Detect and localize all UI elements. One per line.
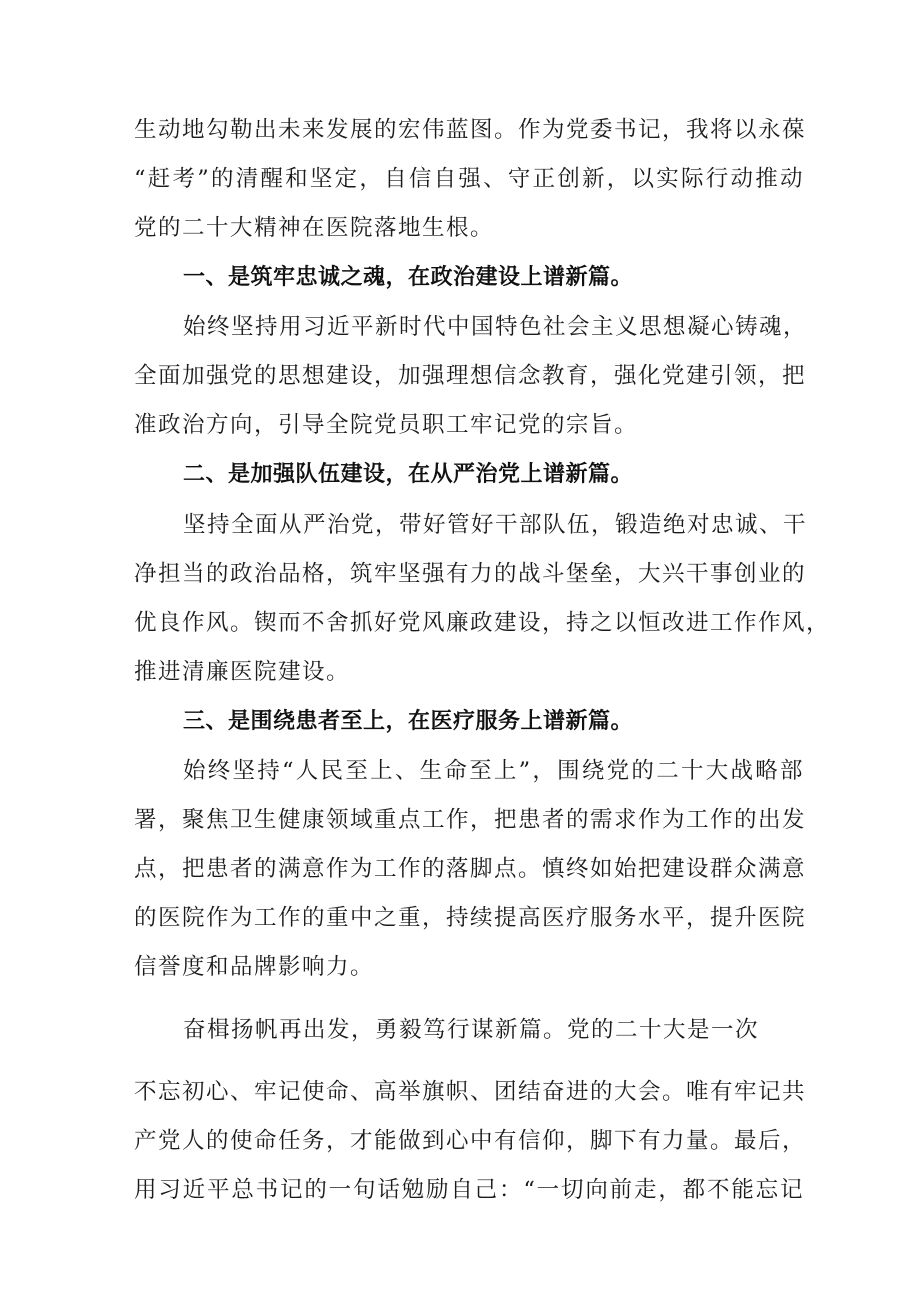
closing-line: 不忘初心、牢记使命、高举旗帜、团结奋进的大会。唯有牢记共 [134, 1079, 807, 1105]
intro-line: 党的二十大精神在医院落地生根。 [134, 215, 495, 241]
section-heading-2: 二、是加强队伍建设，在从严治党上谱新篇。 [183, 462, 634, 487]
section-heading-1: 一、是筑牢忠诚之魂，在政治建设上谱新篇。 [183, 265, 634, 290]
section-2-line: 净担当的政治品格，筑牢坚强有力的战斗堡垒，大兴干事创业的 [134, 561, 807, 587]
section-3-line: 始终坚持“人民至上、生命至上”，围绕党的二十大战略部 [183, 758, 804, 784]
section-3-line: 的医院作为工作的重中之重，持续提高医疗服务水平，提升医院 [134, 905, 807, 931]
closing-line: 用习近平总书记的一句话勉励自己：“一切向前走，都不能忘记 [134, 1177, 804, 1203]
intro-line: “赶考”的清醒和坚定，自信自强、守正创新，以实际行动推动 [134, 166, 804, 192]
section-1-line: 准政治方向，引导全院党员职工牢记党的宗旨。 [134, 412, 639, 438]
section-3-line: 署，聚焦卫生健康领域重点工作，把患者的需求作为工作的出发 [134, 807, 807, 833]
section-2-line: 坚持全面从严治党，带好管好干部队伍，锻造绝对忠诚、干 [183, 512, 808, 538]
section-1-line: 全面加强党的思想建设，加强理想信念教育，强化党建引领，把 [134, 363, 807, 389]
closing-line: 奋楫扬帆再出发，勇毅笃行谋新篇。党的二十大是一次 [183, 1017, 760, 1043]
intro-line: 生动地勾勒出未来发展的宏伟蓝图。作为党委书记，我将以永葆 [134, 117, 807, 143]
section-2-line: 优良作风。锲而不舍抓好党风廉政建设，持之以恒改进工作作风， [134, 610, 831, 636]
section-1-line: 始终坚持用习近平新时代中国特色社会主义思想凝心铸魂， [183, 314, 808, 340]
section-3-line: 信誉度和品牌影响力。 [134, 954, 375, 980]
closing-line: 产党人的使命任务，才能做到心中有信仰，脚下有力量。最后， [134, 1128, 807, 1154]
section-heading-3: 三、是围绕患者至上，在医疗服务上谱新篇。 [183, 709, 634, 734]
section-2-line: 推进清廉医院建设。 [134, 659, 351, 685]
section-3-line: 点，把患者的满意作为工作的落脚点。慎终如始把建设群众满意 [134, 856, 807, 882]
